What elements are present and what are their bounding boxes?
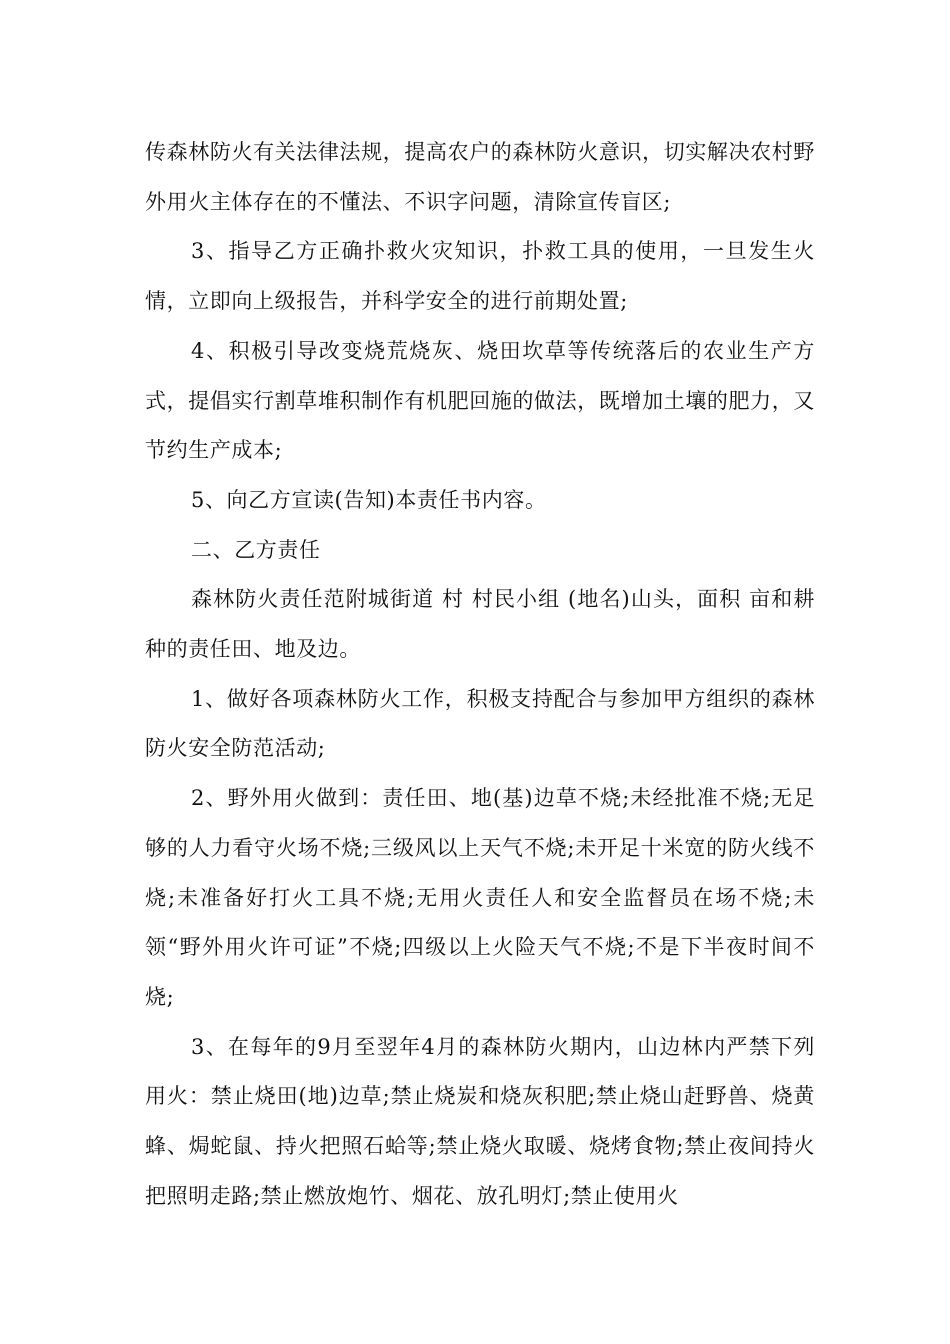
paragraph-item-1-cooperation: 1、做好各项森林防火工作，积极支持配合与参加甲方组织的森林防火安全防范活动;: [145, 686, 815, 761]
paragraph-item-3-guidance: 3、指导乙方正确扑救火灾知识，扑救工具的使用，一旦发生火情，立即向上级报告，并科学安全的进行前期处置;: [145, 239, 815, 314]
paragraph-continuation: 传森林防火有关法律法规，提高农户的森林防火意识，切实解决农村野外用火主体存在的不懂法、不识字问题，清除宣传盲区;: [145, 140, 815, 214]
paragraph-item-4-farming: 4、积极引导改变烧荒烧灰、烧田坎草等传统落后的农业生产方式，提倡实行割草堆积制作有机肥回施的做法，既增加土壤的肥力，又节约生产成本;: [145, 338, 815, 463]
document-body: [145, 128, 815, 1221]
paragraph-responsibility-scope: 森林防火责任范附城街道 村 村民小组 (地名)山头，面积 亩和耕种的责任田、地及边。: [145, 587, 815, 662]
paragraph-item-2-fire-rules: 2、野外用火做到：责任田、地(基)边草不烧;未经批准不烧;无足够的人力看守火场不烧;三级风以上天气不烧;未开足十米宽的防火线不烧;未准备好打火工具不烧;无用火责任人和安全监督员在场不烧;未领“野外用火许可证”不烧;四级以上火险天气不烧;不是下半夜时间不烧;: [145, 786, 815, 1009]
paragraph-item-5-notice: 5、向乙方宣读(告知)本责任书内容。: [191, 487, 547, 512]
section-heading-party-b: 二、乙方责任: [191, 537, 321, 562]
paragraph-item-3-prohibitions: 3、在每年的9月至翌年4月的森林防火期内，山边林内严禁下列用火：禁止烧田(地)边草;禁止烧炭和烧灰积肥;禁止烧山赶野兽、烧黄蜂、焗蛇鼠、持火把照石蛤等;禁止烧火取暖、烧烤食物;禁止夜间持火把照明走路;禁止燃放炮竹、烟花、放孔明灯;禁止使用火: [145, 1034, 815, 1208]
